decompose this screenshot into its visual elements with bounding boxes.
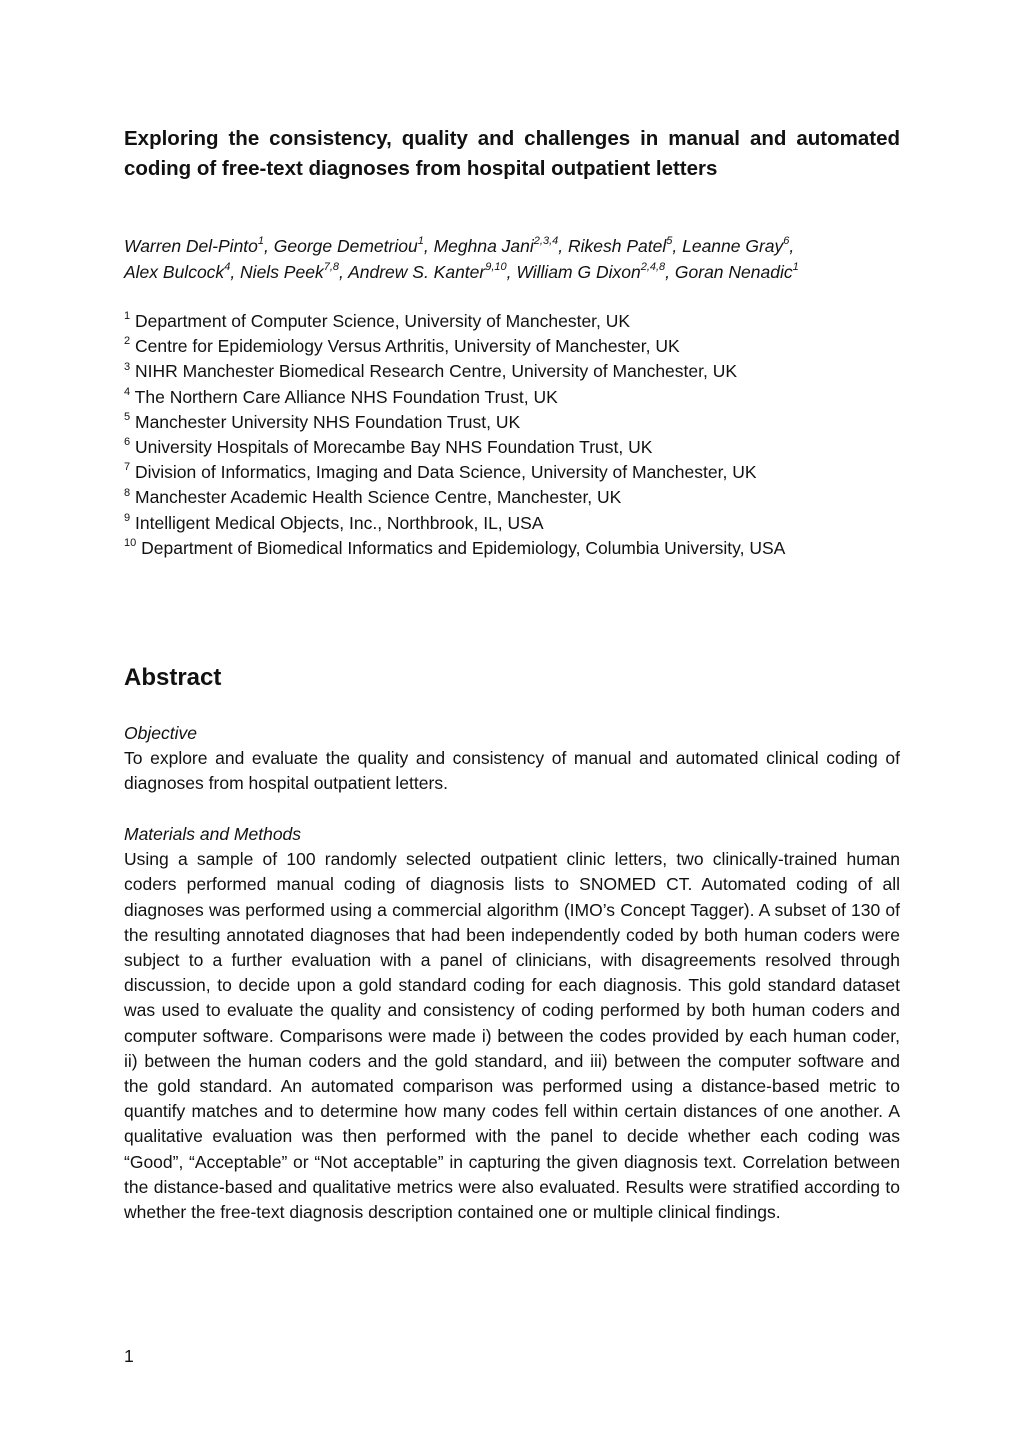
affiliation-text: The Northern Care Alliance NHS Foundation Trust, UK [134, 386, 558, 407]
affiliation-item [124, 511, 900, 536]
methods-label: Materials and Methods [124, 824, 302, 844]
author-name: Rikesh Patel [568, 236, 667, 256]
objective-section [124, 721, 900, 797]
author-affiliation-mark: 5 [666, 235, 673, 248]
affiliation-item [124, 435, 900, 460]
affiliation-item [124, 309, 900, 334]
affiliation-number: 7 [124, 461, 131, 474]
author-name: Meghna Jani [433, 236, 534, 256]
affiliation-item [124, 460, 900, 485]
author-separator: , [230, 262, 241, 282]
affiliation-number: 5 [124, 410, 131, 423]
author-line-1 [124, 233, 900, 259]
author-affiliation-mark: 9,10 [485, 261, 507, 274]
affiliation-item [124, 410, 900, 435]
affiliation-text: Centre for Epidemiology Versus Arthritis, University of Manchester, UK [135, 336, 680, 357]
author-affiliation-mark: 2,4,8 [640, 261, 666, 274]
author-separator: , [789, 236, 795, 256]
author-line-2 [124, 259, 900, 285]
author-separator: , [672, 236, 683, 256]
author-name: Niels Peek [240, 262, 324, 282]
author-affiliation-mark: 1 [792, 261, 799, 274]
methods-section [124, 822, 900, 1225]
author-separator: , [665, 262, 675, 282]
author-name: Alex Bulcock [124, 262, 225, 282]
affiliation-list [124, 309, 900, 561]
affiliation-number: 8 [124, 486, 131, 499]
author-affiliation-mark: 7,8 [323, 261, 339, 274]
author-name: Goran Nenadic [674, 262, 793, 282]
abstract-heading: Abstract [124, 664, 222, 691]
affiliation-text: Manchester University NHS Foundation Trust, UK [135, 411, 521, 432]
affiliation-text: Department of Biomedical Informatics and Epidemiology, Columbia University, USA [141, 537, 786, 558]
affiliation-text: University Hospitals of Morecambe Bay NHS Foundation Trust, UK [135, 437, 653, 458]
affiliation-number: 3 [124, 360, 131, 373]
author-separator: , [264, 236, 274, 256]
author-separator: , [506, 262, 517, 282]
affiliation-item [124, 359, 900, 384]
affiliation-item [124, 485, 900, 510]
affiliation-number: 4 [124, 385, 131, 398]
author-list [124, 233, 900, 285]
affiliation-item [124, 385, 900, 410]
methods-text: Using a sample of 100 randomly selected outpatient clinic letters, two clinically-trained human coders performed manual coding of diagnosis lists to SNOMED CT. Automated coding of all diagnoses was performed using a commercial algorithm (IMO’s Concept Tagger). A subset of 130 of the resulting annotated diagnoses that had been independently coded by both human coders were subject to a further evaluation with a panel of clinicians, with disagreements resolved through discussion, to decide upon a gold standard coding for each diagnosis. This gold standard dataset was used to evaluate the quality and consistency of coding performed by both human coders and computer software. Comparisons were made i) between the codes provided by each human coder, ii) between the human coders and the gold standard, and iii) between the computer software and the gold standard. An automated comparison was performed using a distance-based metric to quantify matches and to determine how many codes fell within certain distances of one another. A qualitative evaluation was then performed with the panel to decide whether each coding was “Good”, “Acceptable” or “Not acceptable” in capturing the given diagnosis text. Correlation between the distance-based and qualitative metrics were also evaluated. Results were stratified according to whether the free-text diagnosis description contained one or multiple clinical findings. [124, 849, 900, 1223]
affiliation-number: 9 [124, 511, 131, 524]
author-separator: , [339, 262, 349, 282]
affiliation-text: Manchester Academic Health Science Centre, Manchester, UK [135, 487, 622, 508]
affiliation-number: 6 [124, 436, 131, 449]
author-name: Andrew S. Kanter [348, 262, 486, 282]
author-affiliation-mark: 6 [783, 235, 790, 248]
objective-text: To explore and evaluate the quality and consistency of manual and automated clinical coding of diagnoses from hospital outpatient letters. [124, 748, 900, 794]
affiliation-text: Intelligent Medical Objects, Inc., Northbrook, IL, USA [135, 512, 544, 533]
affiliation-number: 10 [124, 537, 137, 549]
author-separator: , [423, 236, 434, 256]
author-affiliation-mark: 1 [417, 235, 424, 248]
affiliation-text: Department of Computer Science, University of Manchester, UK [135, 311, 631, 331]
title-line-2: coding of free-text diagnoses from hospital outpatient letters [124, 157, 718, 180]
affiliation-item [124, 334, 900, 359]
paper-title [124, 124, 900, 184]
title-line-1: Exploring the consistency, quality and challenges in manual and automated [124, 127, 900, 150]
author-name: Leanne Gray [682, 236, 784, 256]
author-affiliation-mark: 4 [224, 261, 231, 274]
author-name: William G Dixon [516, 262, 641, 282]
author-separator: , [558, 236, 568, 256]
page-number: 1 [124, 1346, 134, 1366]
affiliation-item [124, 536, 900, 561]
author-affiliation-mark: 2,3,4 [533, 235, 559, 248]
author-name: George Demetriou [273, 236, 418, 256]
affiliation-text: NIHR Manchester Biomedical Research Centre, University of Manchester, UK [135, 361, 738, 382]
affiliation-number: 1 [124, 310, 131, 323]
affiliation-number: 2 [124, 335, 131, 348]
affiliation-text: Division of Informatics, Imaging and Data Science, University of Manchester, UK [135, 462, 757, 483]
objective-label: Objective [124, 723, 197, 743]
author-affiliation-mark: 1 [257, 235, 265, 248]
author-name: Warren Del-Pinto [124, 236, 258, 256]
